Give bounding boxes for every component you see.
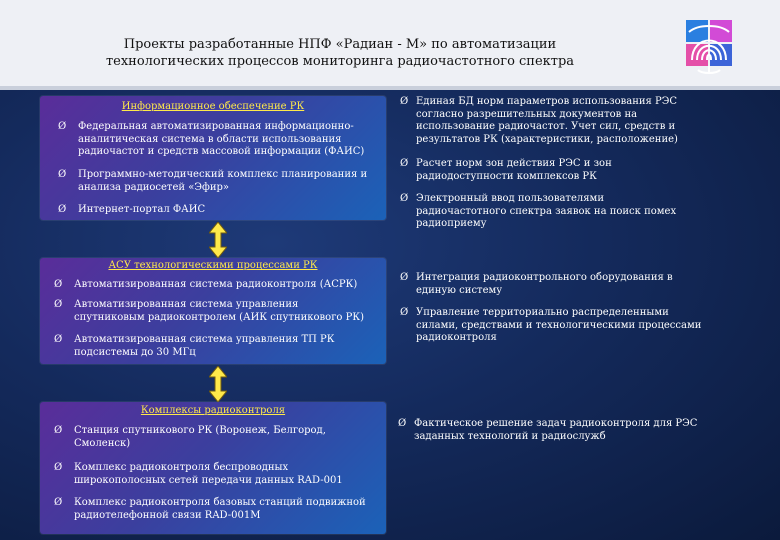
bullet-arrow-icon: Ø — [58, 204, 67, 215]
bullet-arrow-icon: Ø — [400, 193, 409, 204]
list-item: Ø Автоматизированная система управления спутниковым радиоконтролем (АИК спутникового РК) — [54, 299, 365, 323]
bullet-arrow-icon: Ø — [400, 272, 409, 283]
bullet-arrow-icon: Ø — [398, 418, 407, 429]
list-item: Ø Комплекс радиоконтроля беспроводных широкополосных сетей передачи данных RAD-001 — [54, 462, 343, 486]
header — [0, 0, 780, 88]
right-list-item: Ø Единая БД норм параметров использования РЭС согласно разрешительных документов на использование радиочастот. Учет сил, средств и результатов РК (характеристики, расположение) — [400, 96, 678, 145]
right-list-item: Ø Электронный ввод пользователями радиочастотного спектра заявок на поиск помех радиоприему — [400, 193, 677, 229]
double-arrow-icon — [209, 222, 227, 258]
header-divider — [0, 86, 780, 90]
bullet-arrow-icon: Ø — [54, 334, 63, 345]
list-item: Ø Федеральная автоматизированная информационно- аналитическая система в области использования радиочастот и средств массовой информации (ФАИС) — [58, 121, 365, 157]
list-item: Ø Программно-методический комплекс планирования и анализа радиосетей «Эфир» — [58, 169, 368, 193]
title-line-1: Проекты разработанные НПФ «Радиан - М» по автоматизации — [123, 37, 557, 52]
list-item: Ø Интернет-портал ФАИС — [58, 204, 206, 215]
section-heading-complexes: Комплексы радиоконтроля — [140, 405, 286, 416]
right-list-item: Ø Фактическое решение задач радиоконтроля для РЭС заданных технологий и радиослужб — [398, 418, 698, 442]
title-line-2: технологических процессов мониторинга радиочастотного спектра — [105, 54, 575, 69]
right-list-item: Ø Управление территориально распределенными силами, средствами и технологическими процессами радиоконтроля — [400, 307, 702, 343]
bullet-arrow-icon: Ø — [54, 462, 63, 473]
bullet-arrow-icon: Ø — [400, 307, 409, 318]
bullet-arrow-icon: Ø — [400, 96, 409, 107]
section-heading-info: Информационное обеспечение РК — [121, 101, 305, 112]
page-title — [90, 36, 590, 70]
bullet-arrow-icon: Ø — [54, 279, 63, 290]
list-item: Ø Автоматизированная система управления ТП РК подсистемы до 30 МГц — [54, 334, 335, 358]
right-list-item: Ø Интеграция радиоконтрольного оборудования в единую систему — [400, 272, 673, 296]
section-box-complexes — [40, 402, 386, 534]
list-item: Ø Комплекс радиоконтроля базовых станций подвижной радиотелефонной связи RAD-001M — [54, 497, 366, 521]
fingerprint-logo-icon — [678, 14, 744, 80]
bullet-arrow-icon: Ø — [54, 497, 63, 508]
section-heading-asu: АСУ технологическими процессами РК — [108, 260, 318, 271]
list-item: Ø Автоматизированная система радиоконтроля (АСРК) — [54, 279, 358, 290]
section-box-asu — [40, 258, 386, 364]
bullet-arrow-icon: Ø — [58, 169, 67, 180]
bullet-arrow-icon: Ø — [54, 425, 63, 436]
double-arrow-icon — [209, 366, 227, 402]
section-box-info — [40, 96, 386, 220]
list-item: Ø Станция спутникового РК (Воронеж, Белгород, Смоленск) — [54, 425, 326, 449]
right-list-item: Ø Расчет норм зон действия РЭС и зон радиодоступности комплексов РК — [400, 158, 612, 182]
bullet-arrow-icon: Ø — [400, 158, 409, 169]
bullet-arrow-icon: Ø — [58, 121, 67, 132]
bullet-arrow-icon: Ø — [54, 299, 63, 310]
